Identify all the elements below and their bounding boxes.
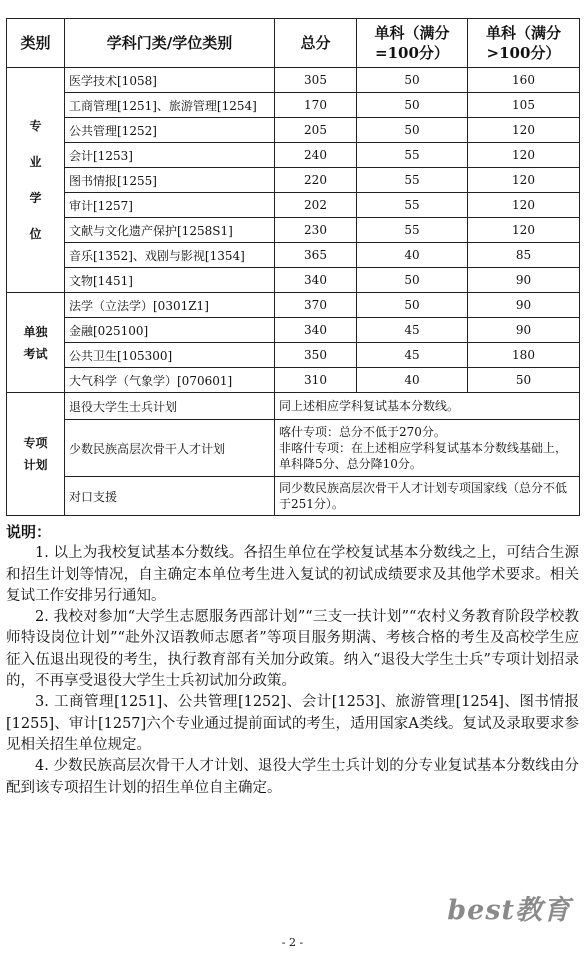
table-row [7,218,580,243]
table-row [7,118,580,143]
total-score: 230 [275,218,357,243]
table-row [7,343,580,368]
plan-name: 少数民族高层次骨干人才计划 [65,420,275,477]
subject-name: 工商管理[1251]、旅游管理[1254] [65,93,275,118]
table-row [7,143,580,168]
header-category: 类别 [7,19,65,68]
header-single-100plus: 单科（满分>100分） [468,19,580,68]
table-row [7,193,580,218]
table-row [7,318,580,343]
table-row [7,268,580,293]
total-score: 205 [275,118,357,143]
single-score-100: 50 [357,93,468,118]
single-score-100plus: 90 [468,268,580,293]
total-score: 340 [275,318,357,343]
single-score-100plus: 90 [468,318,580,343]
single-score-100: 50 [357,118,468,143]
notes-title: 说明： [6,523,52,541]
header-total: 总分 [275,19,357,68]
single-score-100plus: 85 [468,243,580,268]
single-score-100: 40 [357,243,468,268]
single-score-100plus: 120 [468,143,580,168]
table-row [7,393,580,420]
single-score-100plus: 90 [468,293,580,318]
table-row [7,68,580,93]
category-professional: 专 业 学 位 [7,68,65,293]
total-score: 310 [275,368,357,393]
table-row [7,477,580,516]
single-score-100plus: 120 [468,218,580,243]
plan-description: 同少数民族高层次骨干人才计划专项国家线（总分不低于251分）。 [275,477,580,516]
header-subject: 学科门类/学位类别 [65,19,275,68]
category-special-plan: 专项 计划 [7,393,65,516]
watermark-logo: best教育 [447,895,571,926]
note-paragraph: 1. 以上为我校复试基本分数线。各招生单位在学校复试基本分数线之上，可结合生源和招生计划等情况，自主确定本单位考生进入复试的初试成绩要求及其他学术要求。相关复试工作安排另行通知。 [6,545,579,604]
subject-name: 会计[1253] [65,143,275,168]
single-score-100: 50 [357,68,468,93]
total-score: 220 [275,168,357,193]
total-score: 240 [275,143,357,168]
single-score-100plus: 120 [468,168,580,193]
single-score-100plus: 105 [468,93,580,118]
single-score-100: 50 [357,293,468,318]
header-single-100: 单科（满分=100分） [357,19,468,68]
note-paragraph: 4. 少数民族高层次骨干人才计划、退役大学生士兵计划的分专业复试基本分数线由分配到该专项招生计划的招生单位自主确定。 [6,758,579,796]
total-score: 305 [275,68,357,93]
single-score-100: 55 [357,168,468,193]
note-paragraph: 2. 我校对参加“大学生志愿服务西部计划”“三支一扶计划”“农村义务教育阶段学校教师特设岗位计划”“赴外汉语教师志愿者”等项目服务期满、考核合格的考生及高校学生应征入伍退出现役的考生，执行教育部有关加分政策。纳入“退役大学生士兵”专项计划招录的，不再享受退役大学生士兵初试加分政策。 [6,609,579,690]
single-score-100: 55 [357,218,468,243]
single-score-100plus: 180 [468,343,580,368]
subject-name: 医学技术[1058] [65,68,275,93]
subject-name: 大气科学（气象学）[070601] [65,368,275,393]
table-row [7,293,580,318]
plan-name: 退役大学生士兵计划 [65,393,275,420]
single-score-100: 50 [357,268,468,293]
plan-description: 同上述相应学科复试基本分数线。 [275,393,580,420]
subject-name: 法学（立法学）[0301Z1] [65,293,275,318]
table-row [7,368,580,393]
note-paragraph: 3. 工商管理[1251]、公共管理[1252]、会计[1253]、旅游管理[1254]、图书情报[1255]、审计[1257]六个专业通过提前面试的考生，适用国家A类线。复试及录取要求参见相关招生单位规定。 [6,694,579,753]
notes-section [6,522,579,799]
plan-name: 对口支援 [65,477,275,516]
total-score: 202 [275,193,357,218]
table-header-row [7,19,580,68]
table-row [7,420,580,477]
single-score-100: 45 [357,343,468,368]
subject-name: 公共管理[1252] [65,118,275,143]
category-separate-exam: 单独 考试 [7,293,65,393]
total-score: 365 [275,243,357,268]
table-row [7,168,580,193]
single-score-100: 55 [357,193,468,218]
single-score-100plus: 160 [468,68,580,93]
subject-name: 文献与文化遗产保护[1258S1] [65,218,275,243]
single-score-100: 40 [357,368,468,393]
subject-name: 文物[1451] [65,268,275,293]
document-page [6,18,579,799]
score-table [6,18,580,516]
table-row [7,93,580,118]
single-score-100plus: 120 [468,193,580,218]
single-score-100: 55 [357,143,468,168]
page-number: - 2 - [281,936,304,949]
single-score-100plus: 120 [468,118,580,143]
plan-description: 喀什专项：总分不低于270分。 非喀什专项：在上述相应学科复试基本分数线基础上，单科降5分、总分降10分。 [275,420,580,477]
single-score-100plus: 50 [468,368,580,393]
total-score: 170 [275,93,357,118]
subject-name: 审计[1257] [65,193,275,218]
total-score: 370 [275,293,357,318]
subject-name: 金融[025100] [65,318,275,343]
table-row [7,243,580,268]
subject-name: 公共卫生[105300] [65,343,275,368]
total-score: 350 [275,343,357,368]
subject-name: 音乐[1352]、戏剧与影视[1354] [65,243,275,268]
subject-name: 图书情报[1255] [65,168,275,193]
single-score-100: 45 [357,318,468,343]
total-score: 340 [275,268,357,293]
